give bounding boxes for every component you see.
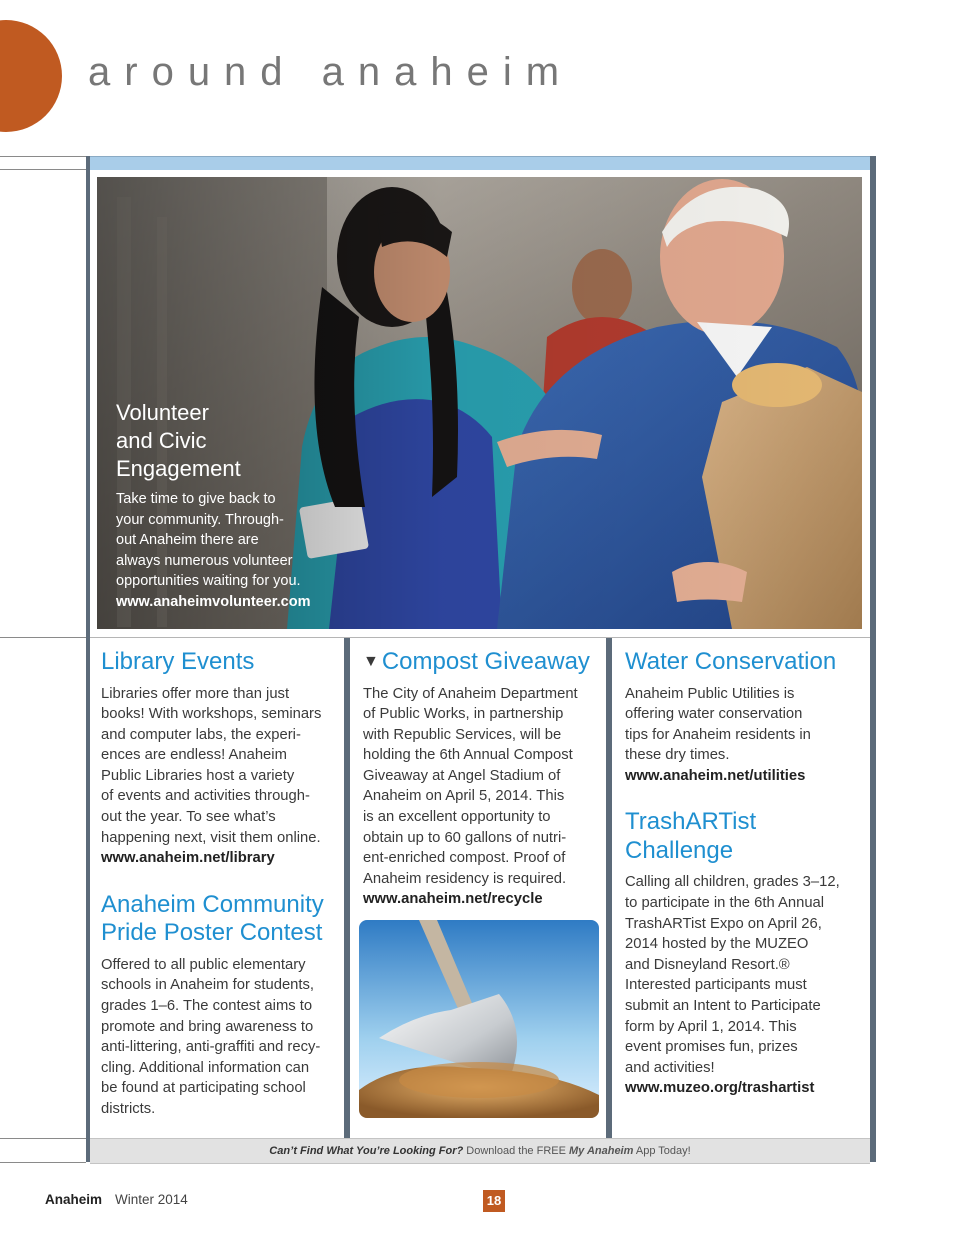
trashartist-body bbox=[625, 872, 865, 1078]
body-line: ent-enriched compost. Proof of bbox=[363, 850, 566, 867]
frame-left-border bbox=[86, 156, 90, 1162]
body-line: form by April 1, 2014. This bbox=[625, 1018, 797, 1035]
body-line: offering water conservation bbox=[625, 706, 803, 723]
hero-caption bbox=[116, 399, 346, 613]
body-line: Calling all children, grades 3–12, bbox=[625, 874, 840, 891]
body-line: Public Libraries host a variety bbox=[101, 767, 295, 784]
body-line: The City of Anaheim Department bbox=[363, 685, 578, 702]
library-events-body bbox=[101, 684, 339, 849]
frame-top-band bbox=[86, 156, 876, 170]
body-line: of events and activities through- bbox=[101, 788, 310, 805]
body-line: Interested participants must bbox=[625, 977, 807, 994]
orange-circle-ornament bbox=[0, 20, 62, 132]
poster-contest-heading bbox=[101, 891, 339, 948]
column-divider bbox=[344, 638, 350, 1138]
body-line: Anaheim Public Utilities is bbox=[625, 685, 795, 702]
body-line: Libraries offer more than just bbox=[101, 685, 290, 702]
body-line: and Disneyland Resort.® bbox=[625, 956, 790, 973]
library-link[interactable]: www.anaheim.net/library bbox=[101, 850, 275, 867]
heading-line: TrashARTist bbox=[625, 808, 757, 836]
hero-heading-line: Volunteer bbox=[116, 400, 209, 425]
hero-heading-line: Engagement bbox=[116, 456, 241, 481]
banner-question: Can’t Find What You’re Looking For? bbox=[269, 1145, 464, 1157]
column-divider bbox=[606, 638, 612, 1138]
banner-download-text: Download the FREE bbox=[466, 1145, 566, 1157]
page-number-badge: 18 bbox=[483, 1190, 505, 1212]
column-middle bbox=[363, 648, 603, 910]
body-line: holding the 6th Annual Compost bbox=[363, 747, 573, 764]
column-right bbox=[625, 648, 865, 1099]
body-line: cling. Additional information can bbox=[101, 1059, 310, 1076]
body-line: TrashARTist Expo on April 26, bbox=[625, 915, 822, 932]
body-line: to participate in the 6th Annual bbox=[625, 895, 825, 912]
heading-line: Pride Poster Contest bbox=[101, 919, 323, 947]
hero-heading-line: and Civic bbox=[116, 428, 207, 453]
utilities-link[interactable]: www.anaheim.net/utilities bbox=[625, 767, 806, 784]
section-title: around anaheim bbox=[88, 50, 574, 94]
library-events-heading: Library Events bbox=[101, 648, 255, 675]
hero-bottom-rule bbox=[90, 637, 870, 638]
hero-body-line: opportunities waiting for you. bbox=[116, 573, 301, 590]
body-line: be found at participating school bbox=[101, 1080, 306, 1097]
recycle-link[interactable]: www.anaheim.net/recycle bbox=[363, 891, 543, 908]
body-line: and activities! bbox=[625, 1059, 715, 1076]
body-line: Offered to all public elementary bbox=[101, 956, 306, 973]
hero-photo bbox=[97, 177, 862, 629]
body-line: anti-littering, anti-graffiti and recy- bbox=[101, 1039, 321, 1056]
banner-today-text: App Today! bbox=[635, 1145, 691, 1157]
heading-line: Anaheim Community bbox=[101, 890, 324, 918]
poster-contest-body bbox=[101, 955, 339, 1120]
body-line: with Republic Services, will be bbox=[363, 726, 562, 743]
banner-app-name: My Anaheim bbox=[569, 1145, 634, 1157]
heading-line: Challenge bbox=[625, 836, 734, 864]
body-line: schools in Anaheim for students, bbox=[101, 977, 315, 994]
body-line: obtain up to 60 gallons of nutri- bbox=[363, 829, 567, 846]
left-rule bbox=[0, 156, 86, 157]
left-rule bbox=[0, 1162, 86, 1163]
body-line: districts. bbox=[101, 1101, 156, 1117]
body-line: event promises fun, prizes bbox=[625, 1039, 798, 1056]
hero-body bbox=[116, 489, 346, 592]
body-line: books! With workshops, seminars bbox=[101, 706, 322, 723]
shovel-illustration bbox=[359, 920, 599, 1118]
compost-giveaway-heading bbox=[363, 648, 603, 677]
body-line: happening next, visit them online. bbox=[101, 829, 321, 846]
app-promo-banner bbox=[90, 1138, 870, 1164]
body-line: 2014 hosted by the MUZEO bbox=[625, 936, 809, 953]
body-line: of Public Works, in partnership bbox=[363, 706, 564, 723]
column-left bbox=[101, 648, 339, 1120]
volunteer-link[interactable]: www.anaheimvolunteer.com bbox=[116, 593, 311, 610]
hero-body-line: always numerous volunteer bbox=[116, 552, 293, 569]
shovel-compost-photo bbox=[359, 920, 599, 1118]
body-line: submit an Intent to Participate bbox=[625, 998, 821, 1015]
footer-issue: Winter 2014 bbox=[115, 1192, 188, 1207]
hero-body-line: Take time to give back to bbox=[116, 491, 276, 507]
compost-giveaway-body bbox=[363, 684, 603, 890]
body-line: Anaheim residency is required. bbox=[363, 870, 567, 887]
frame-right-border bbox=[870, 156, 876, 1162]
hero-heading bbox=[116, 399, 346, 483]
trashartist-link[interactable]: www.muzeo.org/trashartist bbox=[625, 1080, 815, 1097]
body-line: promote and bring awareness to bbox=[101, 1018, 314, 1035]
water-conservation-heading: Water Conservation bbox=[625, 648, 837, 675]
body-line: is an excellent opportunity to bbox=[363, 809, 551, 826]
body-line: ences are endless! Anaheim bbox=[101, 747, 287, 764]
body-line: Giveaway at Angel Stadium of bbox=[363, 767, 561, 784]
hero-body-line: out Anaheim there are bbox=[116, 532, 259, 549]
body-line: out the year. To see what’s bbox=[101, 809, 276, 826]
water-conservation-body bbox=[625, 684, 865, 766]
hero-body-line: your community. Through- bbox=[116, 511, 284, 528]
left-rule bbox=[0, 637, 86, 638]
left-rule bbox=[0, 169, 86, 170]
triangle-marker-icon: ▼ bbox=[363, 653, 379, 670]
left-rule bbox=[0, 1138, 86, 1139]
compost-title: Compost Giveaway bbox=[381, 648, 590, 675]
body-line: these dry times. bbox=[625, 747, 730, 764]
trashartist-heading bbox=[625, 808, 865, 865]
body-line: Anaheim on April 5, 2014. This bbox=[363, 788, 565, 805]
body-line: and computer labs, the experi- bbox=[101, 726, 301, 743]
body-line: tips for Anaheim residents in bbox=[625, 726, 811, 743]
footer-publication: Anaheim bbox=[45, 1192, 103, 1207]
body-line: grades 1–6. The contest aims to bbox=[101, 998, 313, 1015]
